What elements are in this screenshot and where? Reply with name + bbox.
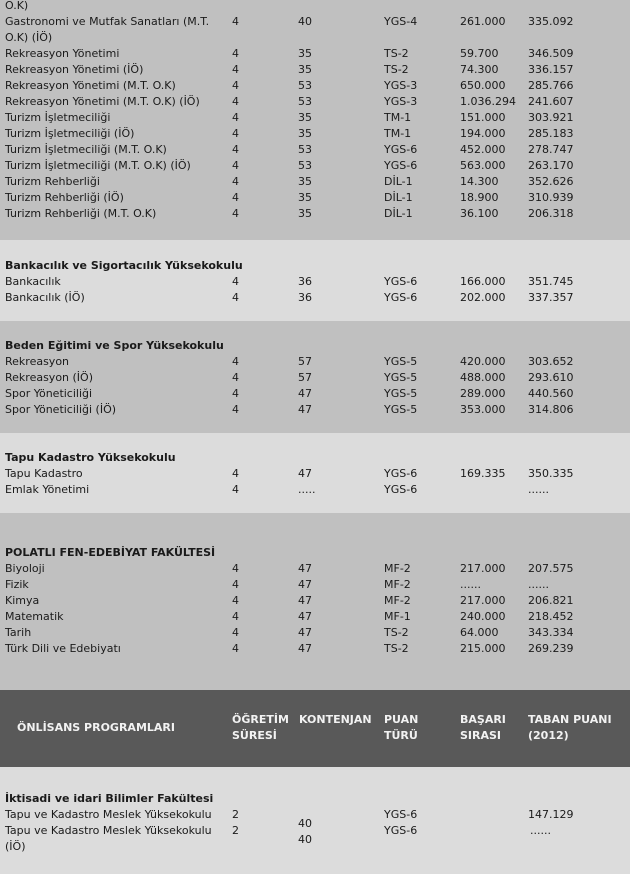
base-score: 314.806 [528, 403, 574, 416]
success-rank: 64.000 [460, 626, 499, 639]
program-name: Kimya [5, 594, 40, 607]
success-rank: 353.000 [460, 403, 506, 416]
base-score: 351.745 [528, 275, 574, 288]
section-title: İktisadi ve idari Bilimler Fakültesi [5, 792, 214, 805]
duration: 4 [232, 387, 239, 400]
score-type: YGS-5 [384, 403, 418, 416]
success-rank: 59.700 [460, 47, 499, 60]
quota: 47 [298, 594, 312, 607]
duration: 2 [232, 824, 239, 837]
score-type: YGS-3 [384, 79, 418, 92]
score-type: TS-2 [384, 47, 409, 60]
success-rank: 289.000 [460, 387, 506, 400]
program-name: Turizm Rehberliği [5, 175, 100, 188]
quota: 40 [298, 15, 312, 28]
section-title: POLATLI FEN-EDEBİYAT FAKÜLTESİ [5, 546, 216, 559]
success-rank: 650.000 [460, 79, 506, 92]
duration: 4 [232, 175, 239, 188]
base-score: 207.575 [528, 562, 574, 575]
duration: 4 [232, 95, 239, 108]
quota: 35 [298, 111, 312, 124]
table-row [0, 46, 630, 62]
table-header [0, 690, 630, 767]
table-row [0, 78, 630, 94]
quota: 53 [298, 143, 312, 156]
table-row [0, 62, 630, 78]
iibf-section [0, 767, 630, 874]
base-score: 263.170 [528, 159, 574, 172]
base-score: 310.939 [528, 191, 574, 204]
base-score: 343.334 [528, 626, 574, 639]
quota: 35 [298, 127, 312, 140]
quota: 35 [298, 191, 312, 204]
table-row [0, 126, 630, 142]
quota: 36 [298, 275, 312, 288]
quota: 47 [298, 387, 312, 400]
duration: 4 [232, 642, 239, 655]
quota: 40 [298, 817, 312, 830]
quota: 57 [298, 355, 312, 368]
program-name-continued: (İÖ) [5, 840, 26, 853]
quota: 47 [298, 642, 312, 655]
program-name: Biyoloji [5, 562, 45, 575]
program-name: Tapu ve Kadastro Meslek Yüksekokulu [5, 824, 212, 837]
success-rank: 563.000 [460, 159, 506, 172]
duration: 4 [232, 562, 239, 575]
success-rank: 194.000 [460, 127, 506, 140]
table-row [0, 609, 630, 625]
success-rank: 215.000 [460, 642, 506, 655]
success-rank: 18.900 [460, 191, 499, 204]
base-score: 278.747 [528, 143, 574, 156]
score-type: MF-2 [384, 578, 411, 591]
table-row [0, 482, 630, 498]
score-type: YGS-6 [384, 824, 418, 837]
base-score: 336.157 [528, 63, 574, 76]
base-score: ...... [528, 578, 549, 591]
quota: 47 [298, 403, 312, 416]
score-type: YGS-4 [384, 15, 418, 28]
program-name-continued: O.K) (İÖ) [5, 31, 53, 44]
quota: 53 [298, 79, 312, 92]
table-row [0, 290, 630, 306]
base-score: 269.239 [528, 642, 574, 655]
bank-section [0, 240, 630, 321]
table-row [0, 174, 630, 190]
base-score: 206.318 [528, 207, 574, 220]
quota: 47 [298, 578, 312, 591]
quota: 36 [298, 291, 312, 304]
quota: 40 [298, 833, 312, 846]
program-name: Turizm Rehberliği (M.T. O.K) [5, 207, 157, 220]
table-row [0, 807, 630, 823]
header-type: PUAN TÜRÜ [384, 713, 419, 742]
base-score: 206.821 [528, 594, 574, 607]
section-title: Bankacılık ve Sigortacılık Yüksekokulu [5, 259, 243, 272]
table-row [0, 94, 630, 110]
table-row [0, 402, 630, 418]
base-score: 218.452 [528, 610, 574, 623]
table-row [0, 14, 630, 30]
header-programs: ÖNLİSANS PROGRAMLARI [17, 721, 175, 734]
score-type: YGS-6 [384, 483, 418, 496]
duration: 4 [232, 594, 239, 607]
quota: 35 [298, 63, 312, 76]
success-rank: 14.300 [460, 175, 499, 188]
program-name: Turizm İşletmeciliği (M.T. O.K) [5, 143, 167, 156]
score-type: DİL-1 [384, 207, 413, 220]
quota: 47 [298, 610, 312, 623]
table-row [0, 354, 630, 370]
duration: 4 [232, 191, 239, 204]
program-name: Turizm İşletmeciliği (M.T. O.K) (İÖ) [5, 159, 191, 172]
duration: 4 [232, 626, 239, 639]
header-rank: BAŞARI SIRASI [460, 713, 506, 742]
header-duration: ÖĞRETİM SÜRESİ [232, 713, 289, 742]
success-rank: 217.000 [460, 594, 506, 607]
program-name: Gastronomi ve Mutfak Sanatları (M.T. [5, 15, 210, 28]
program-name: Rekreasyon Yönetimi (M.T. O.K) [5, 79, 176, 92]
base-score: 303.652 [528, 355, 574, 368]
quota: ..... [298, 483, 316, 496]
program-name: Turizm Rehberliği (İÖ) [5, 191, 124, 204]
table-row [0, 823, 630, 839]
success-rank: 169.335 [460, 467, 506, 480]
base-score: 335.092 [528, 15, 574, 28]
score-type: DİL-1 [384, 191, 413, 204]
success-rank: 1.036.294 [460, 95, 516, 108]
score-type: YGS-6 [384, 275, 418, 288]
duration: 2 [232, 808, 239, 821]
success-rank: 36.100 [460, 207, 499, 220]
section-title: Beden Eğitimi ve Spor Yüksekokulu [5, 339, 224, 352]
score-type: YGS-6 [384, 467, 418, 480]
quota: 35 [298, 175, 312, 188]
success-rank: 166.000 [460, 275, 506, 288]
success-rank: 488.000 [460, 371, 506, 384]
program-name: Fizik [5, 578, 29, 591]
success-rank: 151.000 [460, 111, 506, 124]
base-score: 440.560 [528, 387, 574, 400]
duration: 4 [232, 15, 239, 28]
table-row [0, 158, 630, 174]
duration: 4 [232, 371, 239, 384]
quota: 53 [298, 95, 312, 108]
duration: 4 [232, 47, 239, 60]
program-name: Rekreasyon Yönetimi (M.T. O.K) (İÖ) [5, 95, 200, 108]
base-score: ...... [528, 483, 549, 496]
score-type: TS-2 [384, 63, 409, 76]
duration: 4 [232, 610, 239, 623]
duration: 4 [232, 207, 239, 220]
duration: 4 [232, 355, 239, 368]
table-row [0, 370, 630, 386]
quota: 57 [298, 371, 312, 384]
duration: 4 [232, 483, 239, 496]
duration: 4 [232, 578, 239, 591]
table-row [0, 0, 630, 14]
header-score: TABAN PUANI (2012) [528, 713, 612, 742]
quota: 47 [298, 467, 312, 480]
duration: 4 [232, 275, 239, 288]
base-score: 147.129 [528, 808, 574, 821]
program-name: Matematik [5, 610, 64, 623]
program-name: Turizm İşletmeciliği (İÖ) [5, 127, 135, 140]
duration: 4 [232, 79, 239, 92]
base-score: 352.626 [528, 175, 574, 188]
success-rank: 202.000 [460, 291, 506, 304]
duration: 4 [232, 467, 239, 480]
quota: 35 [298, 207, 312, 220]
program-name: Rekreasyon (İÖ) [5, 371, 93, 384]
score-type: TS-2 [384, 626, 409, 639]
program-name: Tapu Kadastro [5, 467, 83, 480]
duration: 4 [232, 403, 239, 416]
score-type: TM-1 [384, 111, 412, 124]
program-name: Bankacılık (İÖ) [5, 291, 85, 304]
quota: 35 [298, 47, 312, 60]
program-name: Tarih [5, 626, 32, 639]
score-type: MF-1 [384, 610, 411, 623]
base-score: 285.766 [528, 79, 574, 92]
tapu-section [0, 433, 630, 513]
program-name: Bankacılık [5, 275, 61, 288]
duration: 4 [232, 127, 239, 140]
score-type: YGS-5 [384, 387, 418, 400]
table-row [0, 561, 630, 577]
table-row [0, 466, 630, 482]
success-rank: 261.000 [460, 15, 506, 28]
success-rank: 240.000 [460, 610, 506, 623]
program-name: Rekreasyon Yönetimi (İÖ) [5, 63, 144, 76]
score-type: MF-2 [384, 594, 411, 607]
base-score: 337.357 [528, 291, 574, 304]
success-rank: 74.300 [460, 63, 499, 76]
score-type: MF-2 [384, 562, 411, 575]
polatli-section [0, 513, 630, 690]
success-rank: ...... [460, 578, 481, 591]
program-name: Rekreasyon [5, 355, 70, 368]
table-row [0, 206, 630, 222]
table-row [0, 274, 630, 290]
sport-section [0, 321, 630, 433]
duration: 4 [232, 63, 239, 76]
table-row [0, 593, 630, 609]
score-type: YGS-6 [384, 143, 418, 156]
quota: 47 [298, 562, 312, 575]
program-name: Rekreasyon Yönetimi [5, 47, 120, 60]
table-row [0, 30, 630, 46]
program-name: Türk Dili ve Edebiyatı [5, 642, 121, 655]
program-name: Spor Yöneticiliği [5, 387, 93, 400]
tourism-section [0, 0, 630, 240]
score-type: TM-1 [384, 127, 412, 140]
score-type: YGS-3 [384, 95, 418, 108]
table-row [0, 142, 630, 158]
score-type: YGS-5 [384, 355, 418, 368]
success-rank: 420.000 [460, 355, 506, 368]
table-row [0, 110, 630, 126]
program-name: Spor Yöneticiliği (İÖ) [5, 403, 117, 416]
base-score: 350.335 [528, 467, 574, 480]
score-type: DİL-1 [384, 175, 413, 188]
program-name: Emlak Yönetimi [5, 483, 90, 496]
quota: 53 [298, 159, 312, 172]
header-quota: KONTENJAN [299, 713, 372, 726]
duration: 4 [232, 159, 239, 172]
table-row [0, 839, 630, 855]
success-rank: 217.000 [460, 562, 506, 575]
score-type: YGS-6 [384, 808, 418, 821]
table-row [0, 577, 630, 593]
duration: 4 [232, 143, 239, 156]
base-score: 293.610 [528, 371, 574, 384]
score-type: YGS-6 [384, 291, 418, 304]
duration: 4 [232, 291, 239, 304]
duration: 4 [232, 111, 239, 124]
table-row [0, 190, 630, 206]
section-title: Tapu Kadastro Yüksekokulu [5, 451, 176, 464]
program-name: Turizm İşletmeciliği [5, 111, 111, 124]
program-name: Tapu ve Kadastro Meslek Yüksekokulu [5, 808, 212, 821]
base-score: 303.921 [528, 111, 574, 124]
table-row [0, 641, 630, 657]
base-score: ...... [530, 824, 551, 837]
base-score: 346.509 [528, 47, 574, 60]
program-name: O.K) [5, 0, 29, 12]
success-rank: 452.000 [460, 143, 506, 156]
score-type: TS-2 [384, 642, 409, 655]
score-type: YGS-5 [384, 371, 418, 384]
table-row [0, 625, 630, 641]
base-score: 285.183 [528, 127, 574, 140]
quota: 47 [298, 626, 312, 639]
base-score: 241.607 [528, 95, 574, 108]
table-row [0, 386, 630, 402]
score-type: YGS-6 [384, 159, 418, 172]
